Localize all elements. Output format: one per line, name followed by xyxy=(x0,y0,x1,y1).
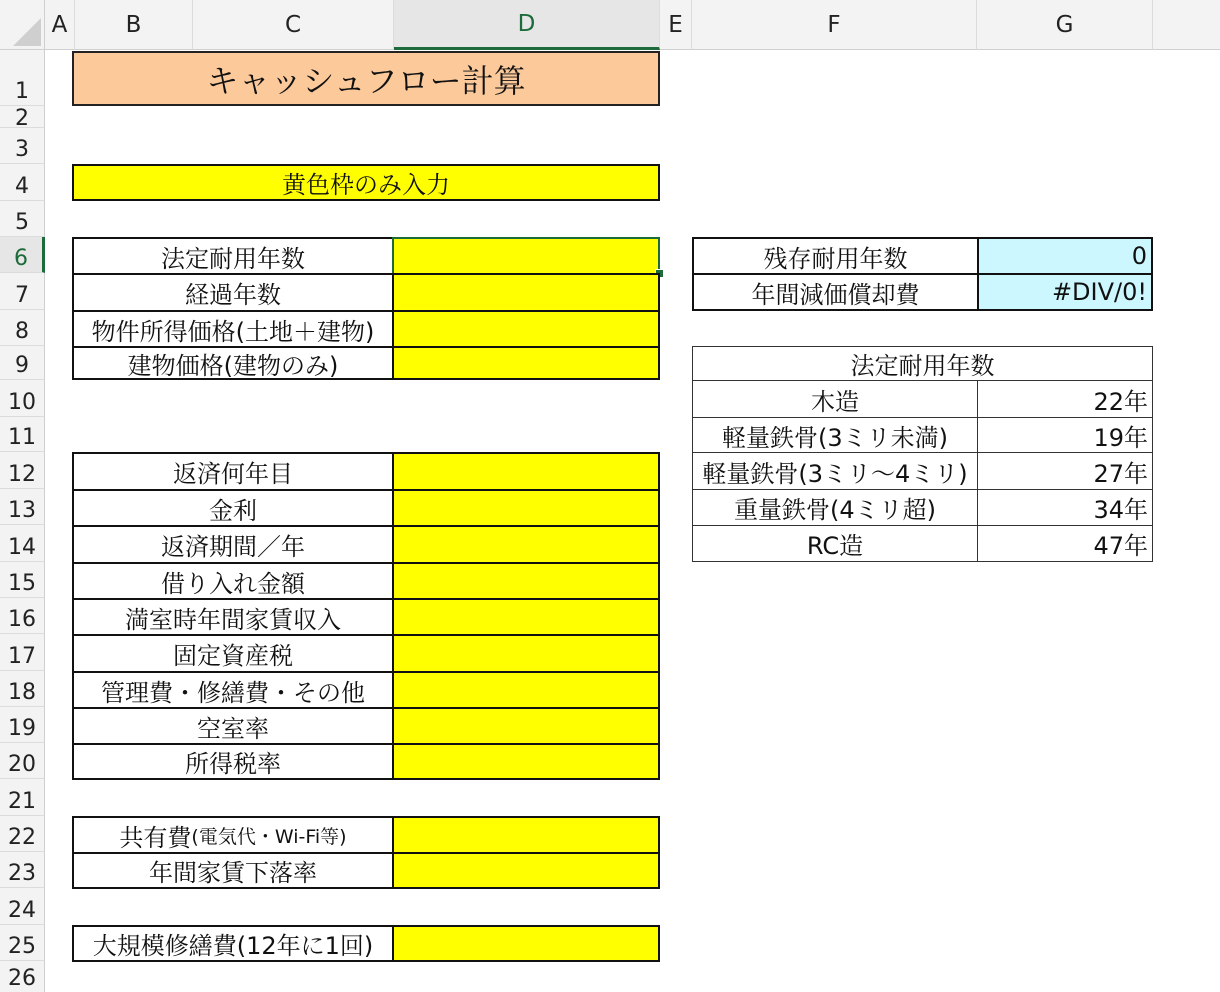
col-header-e[interactable]: E xyxy=(660,0,692,50)
row-header-9[interactable]: 9 xyxy=(0,346,45,380)
instruction-banner[interactable]: 黄色枠のみ入力 xyxy=(72,164,660,201)
row-header-16[interactable]: 16 xyxy=(0,598,45,634)
row-header-24[interactable]: 24 xyxy=(0,888,45,925)
label-purchase-price[interactable]: 物件所得価格(土地＋建物) xyxy=(72,310,394,348)
label-repayment-period[interactable]: 返済期間／年 xyxy=(72,525,394,564)
row-header-17[interactable]: 17 xyxy=(0,634,45,671)
row-header-23[interactable]: 23 xyxy=(0,852,45,888)
lifespan-years-heavy-steel[interactable]: 34年 xyxy=(977,489,1153,526)
row-header-8[interactable]: 8 xyxy=(0,310,45,346)
input-shared-costs[interactable] xyxy=(392,816,660,854)
lifespan-type-heavy-steel[interactable]: 重量鉄骨(4ミリ超) xyxy=(692,489,978,526)
row-header-4[interactable]: 4 xyxy=(0,164,45,201)
label-shared-costs[interactable] xyxy=(72,816,394,854)
label-interest-rate[interactable]: 金利 xyxy=(72,489,394,527)
row-header-3[interactable]: 3 xyxy=(0,128,45,164)
row-header-6[interactable]: 6 xyxy=(0,237,45,273)
input-major-repair-cost[interactable] xyxy=(392,925,660,962)
row-header-12[interactable]: 12 xyxy=(0,452,45,489)
label-building-price[interactable]: 建物価格(建物のみ) xyxy=(72,346,394,380)
lifespan-type-light-steel-3to4[interactable]: 軽量鉄骨(3ミリ〜4ミリ) xyxy=(692,452,978,490)
row-header-14[interactable]: 14 xyxy=(0,525,45,562)
lifespan-table-header[interactable]: 法定耐用年数 xyxy=(692,346,1153,381)
label-remaining-useful-life[interactable]: 残存耐用年数 xyxy=(692,237,979,275)
select-all-corner[interactable] xyxy=(0,0,45,50)
row-header-1[interactable]: 1 xyxy=(0,50,45,106)
row-header-26[interactable]: 26 xyxy=(0,961,45,992)
value-annual-depreciation[interactable]: #DIV/0! xyxy=(977,273,1153,311)
row-header-20[interactable]: 20 xyxy=(0,743,45,779)
col-header-a[interactable]: A xyxy=(45,0,75,50)
label-income-tax-rate[interactable]: 所得税率 xyxy=(72,743,394,780)
row-header-5[interactable]: 5 xyxy=(0,201,45,237)
lifespan-years-light-steel-under3[interactable]: 19年 xyxy=(977,417,1153,453)
col-header-g[interactable]: G xyxy=(977,0,1153,50)
col-header-f[interactable]: F xyxy=(692,0,977,50)
lifespan-type-rc[interactable]: RC造 xyxy=(692,525,978,562)
shared-costs-sub-text: (電気代・Wi-Fi等) xyxy=(191,825,347,848)
label-major-repair-cost[interactable]: 大規模修繕費(12年に1回) xyxy=(72,925,394,962)
sheet-title[interactable]: キャッシュフロー計算 xyxy=(72,51,660,106)
lifespan-type-light-steel-under3[interactable]: 軽量鉄骨(3ミリ未満) xyxy=(692,417,978,453)
label-loan-amount[interactable]: 借り入れ金額 xyxy=(72,562,394,600)
shared-costs-main-text: 共有費 xyxy=(119,823,192,852)
row-header-25[interactable]: 25 xyxy=(0,925,45,961)
label-rent-decline-rate[interactable]: 年間家賃下落率 xyxy=(72,852,394,889)
select-all-triangle xyxy=(13,18,41,46)
row-header-13[interactable]: 13 xyxy=(0,489,45,525)
label-vacancy-rate[interactable]: 空室率 xyxy=(72,707,394,745)
col-header-c[interactable]: C xyxy=(193,0,394,50)
row-header-15[interactable]: 15 xyxy=(0,562,45,598)
input-elapsed-years[interactable] xyxy=(392,273,660,312)
input-repayment-period[interactable] xyxy=(392,525,660,564)
row-header-19[interactable]: 19 xyxy=(0,707,45,743)
label-elapsed-years[interactable]: 経過年数 xyxy=(72,273,394,312)
row-header-21[interactable]: 21 xyxy=(0,779,45,816)
lifespan-type-wood[interactable]: 木造 xyxy=(692,380,978,418)
row-header-22[interactable]: 22 xyxy=(0,816,45,852)
row-header-18[interactable]: 18 xyxy=(0,671,45,707)
col-header-h[interactable] xyxy=(1153,0,1220,50)
value-remaining-useful-life[interactable]: 0 xyxy=(977,237,1153,275)
input-loan-amount[interactable] xyxy=(392,562,660,600)
label-management-fees[interactable]: 管理費・修繕費・その他 xyxy=(72,671,394,709)
lifespan-years-wood[interactable]: 22年 xyxy=(977,380,1153,418)
input-purchase-price[interactable] xyxy=(392,310,660,348)
label-annual-depreciation[interactable]: 年間減価償却費 xyxy=(692,273,979,311)
col-header-d[interactable]: D xyxy=(394,0,660,50)
input-repayment-year[interactable] xyxy=(392,452,660,491)
label-property-tax[interactable]: 固定資産税 xyxy=(72,634,394,673)
lifespan-years-rc[interactable]: 47年 xyxy=(977,525,1153,562)
label-full-occupancy-rent[interactable]: 満室時年間家賃収入 xyxy=(72,598,394,636)
input-building-price[interactable] xyxy=(392,346,660,380)
input-rent-decline-rate[interactable] xyxy=(392,852,660,889)
row-header-7[interactable]: 7 xyxy=(0,273,45,310)
label-legal-useful-life[interactable]: 法定耐用年数 xyxy=(72,237,394,275)
col-header-b[interactable]: B xyxy=(75,0,193,50)
row-header-10[interactable]: 10 xyxy=(0,380,45,417)
input-property-tax[interactable] xyxy=(392,634,660,673)
row-header-2[interactable]: 2 xyxy=(0,106,45,128)
input-management-fees[interactable] xyxy=(392,671,660,709)
input-income-tax-rate[interactable] xyxy=(392,743,660,780)
lifespan-years-light-steel-3to4[interactable]: 27年 xyxy=(977,452,1153,490)
input-legal-useful-life[interactable] xyxy=(392,237,660,275)
input-interest-rate[interactable] xyxy=(392,489,660,527)
input-full-occupancy-rent[interactable] xyxy=(392,598,660,636)
row-header-11[interactable]: 11 xyxy=(0,417,45,452)
input-vacancy-rate[interactable] xyxy=(392,707,660,745)
label-repayment-year[interactable]: 返済何年目 xyxy=(72,452,394,491)
